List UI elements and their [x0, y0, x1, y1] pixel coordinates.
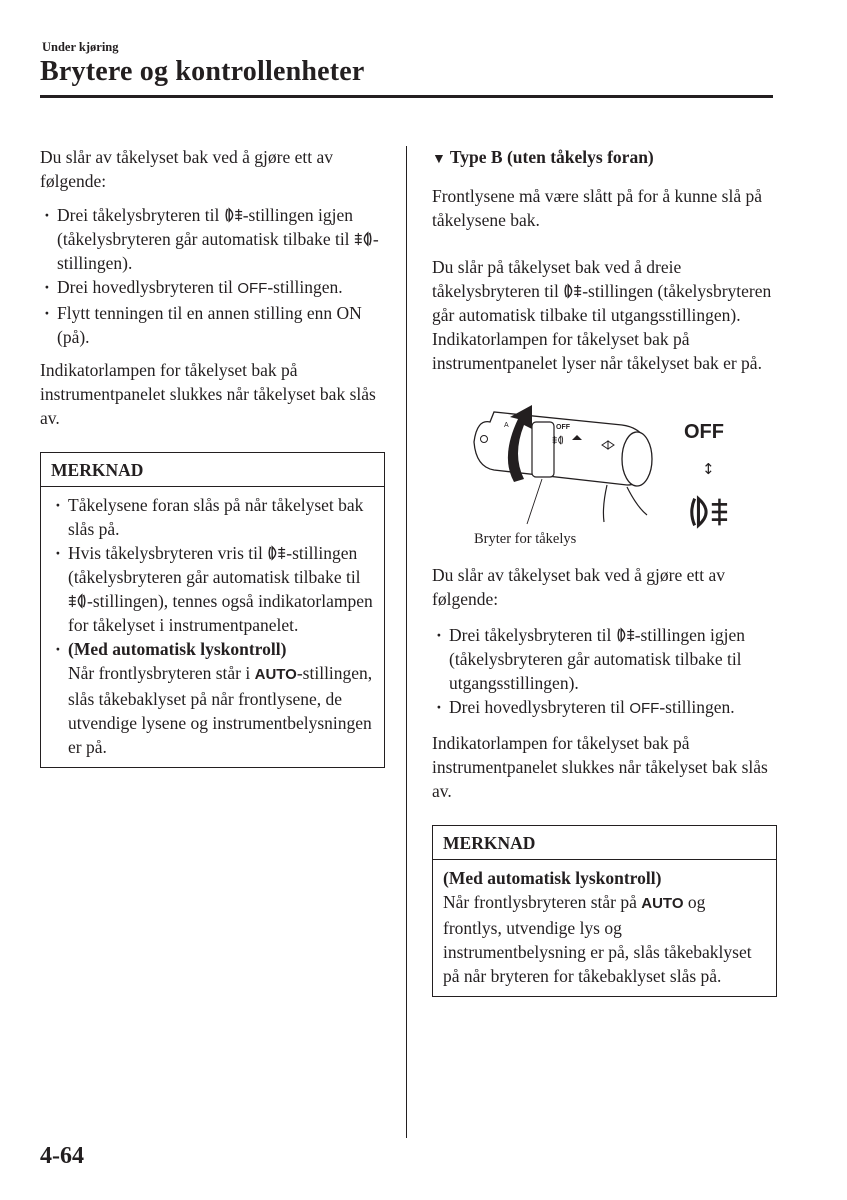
list-item-text: -stillingen, slås tåkebaklyset på når frontlysene, de utvendige lysene og instrumentbelysningen er på.	[68, 663, 373, 757]
list-item	[40, 203, 385, 275]
list-item-text: -stillingen).	[57, 229, 379, 273]
section-label: Under kjøring	[42, 40, 119, 54]
list-item-text: Drei hovedlysbryteren til	[449, 697, 630, 717]
note-body	[433, 860, 776, 996]
list-item-text: Drei tåkelysbryteren til	[449, 625, 616, 645]
list-item: · Tåkelysene foran slås på når tåkelyset bak slås på.	[51, 493, 376, 541]
auto-label: AUTO	[254, 666, 297, 683]
intro-paragraph: Du slår av tåkelyset bak ved å gjøre ett av følgende:	[40, 147, 334, 191]
paragraph: Frontlysene må være slått på for å kunne slå på tåkelysene bak.	[432, 186, 762, 230]
note-subheading: (Med automatisk lyskontroll)	[443, 868, 662, 888]
figure-caption: Bryter for tåkelys	[474, 531, 577, 547]
switch-position-off: OFF	[556, 424, 570, 431]
list-item-text: -stillingen igjen (tåkelysbryteren går automatisk tilbake til utgangsstillingen).	[449, 625, 746, 693]
rear-fog-icon	[224, 207, 243, 223]
title-rule	[40, 95, 773, 98]
type-b-heading-text: Type B (uten tåkelys foran)	[449, 147, 654, 167]
page-number: 4-64	[40, 1143, 84, 1169]
fog-switch-figure	[432, 397, 772, 557]
switch-position-a: A	[504, 422, 509, 429]
off-label: OFF	[629, 700, 660, 717]
note-text-part: Når frontlysbryteren står på	[443, 892, 642, 912]
column-divider	[406, 146, 407, 1138]
note-subheading: (Med automatisk lyskontroll)	[68, 639, 287, 659]
off-label: OFF	[237, 280, 268, 297]
turn-off-steps-list	[432, 623, 777, 721]
indicator-paragraph: Indikatorlampen for tåkelyset bak på instrumentpanelet slukkes når tåkelyset bak slås av.	[432, 733, 768, 801]
page-title: Brytere og kontrollenheter	[40, 56, 365, 87]
auto-label: AUTO	[641, 895, 684, 912]
paragraph: Indikatorlampen for tåkelyset bak på instrumentpanelet lyser når tåkelyset bak er på.	[432, 329, 762, 373]
list-item-text: Hvis tåkelysbryteren vris til	[68, 543, 268, 563]
paragraph-text: Du slår på tåkelyset bak ved å dreie tåkelysbryteren til	[432, 257, 682, 301]
rear-fog-large-icon	[692, 499, 727, 526]
rear-fog-icon	[563, 283, 582, 299]
front-fog-icon	[68, 593, 87, 609]
paragraph: Du slår av tåkelyset bak ved å gjøre ett av følgende:	[432, 565, 726, 609]
list-item	[51, 541, 376, 637]
list-item	[51, 637, 376, 759]
front-fog-icon	[354, 231, 373, 247]
note-text	[443, 890, 768, 988]
arrow-up-down-icon: ↕	[702, 460, 715, 478]
indicator-paragraph: Indikatorlampen for tåkelyset bak på instrumentpanelet slukkes når tåkelyset bak slås av.	[40, 360, 376, 428]
right-column	[432, 145, 777, 997]
list-item	[432, 695, 777, 721]
rear-fog-icon	[267, 545, 286, 561]
note-box	[432, 825, 777, 997]
list-item-text: -stillingen.	[659, 697, 735, 717]
note-heading: MERKNAD	[41, 453, 384, 487]
list-item-text: -stillingen.	[267, 277, 343, 297]
paragraph	[432, 255, 777, 327]
left-column	[40, 145, 385, 768]
note-box	[40, 452, 385, 768]
paragraph-text: -stillingen (tåkelysbryteren går automatisk tilbake til utgangsstillingen).	[432, 281, 772, 325]
list-item-text: -stillingen), tennes også indikatorlampen for tåkelyset i instrumentpanelet.	[68, 591, 373, 635]
list-item	[432, 623, 777, 695]
note-body	[41, 487, 384, 767]
off-position-label: OFF	[684, 421, 724, 443]
list-item: · Flytt tenningen til en annen stilling enn ON (på).	[40, 301, 385, 349]
type-b-heading	[432, 145, 777, 172]
list-item-text: Drei tåkelysbryteren til	[57, 205, 224, 225]
list-item-text: Når frontlysbryteren står i	[68, 663, 255, 683]
rear-fog-icon	[616, 627, 635, 643]
note-text-part: og frontlys, utvendige lys og instrumentbelysning er på, slås tåkebaklyset på når bryteren for tåkebaklyset slås på.	[443, 892, 752, 986]
list-item-text: -stillingen igjen (tåkelysbryteren går automatisk tilbake til	[57, 205, 354, 249]
list-item-text: -stillingen (tåkelysbryteren går automatisk tilbake til	[68, 543, 361, 587]
turn-off-steps-list	[40, 203, 385, 349]
note-list	[51, 493, 376, 759]
list-item-text: Drei hovedlysbryteren til	[57, 277, 238, 297]
note-heading: MERKNAD	[433, 826, 776, 860]
triangle-down-icon: ▼	[432, 152, 446, 167]
list-item	[40, 275, 385, 301]
